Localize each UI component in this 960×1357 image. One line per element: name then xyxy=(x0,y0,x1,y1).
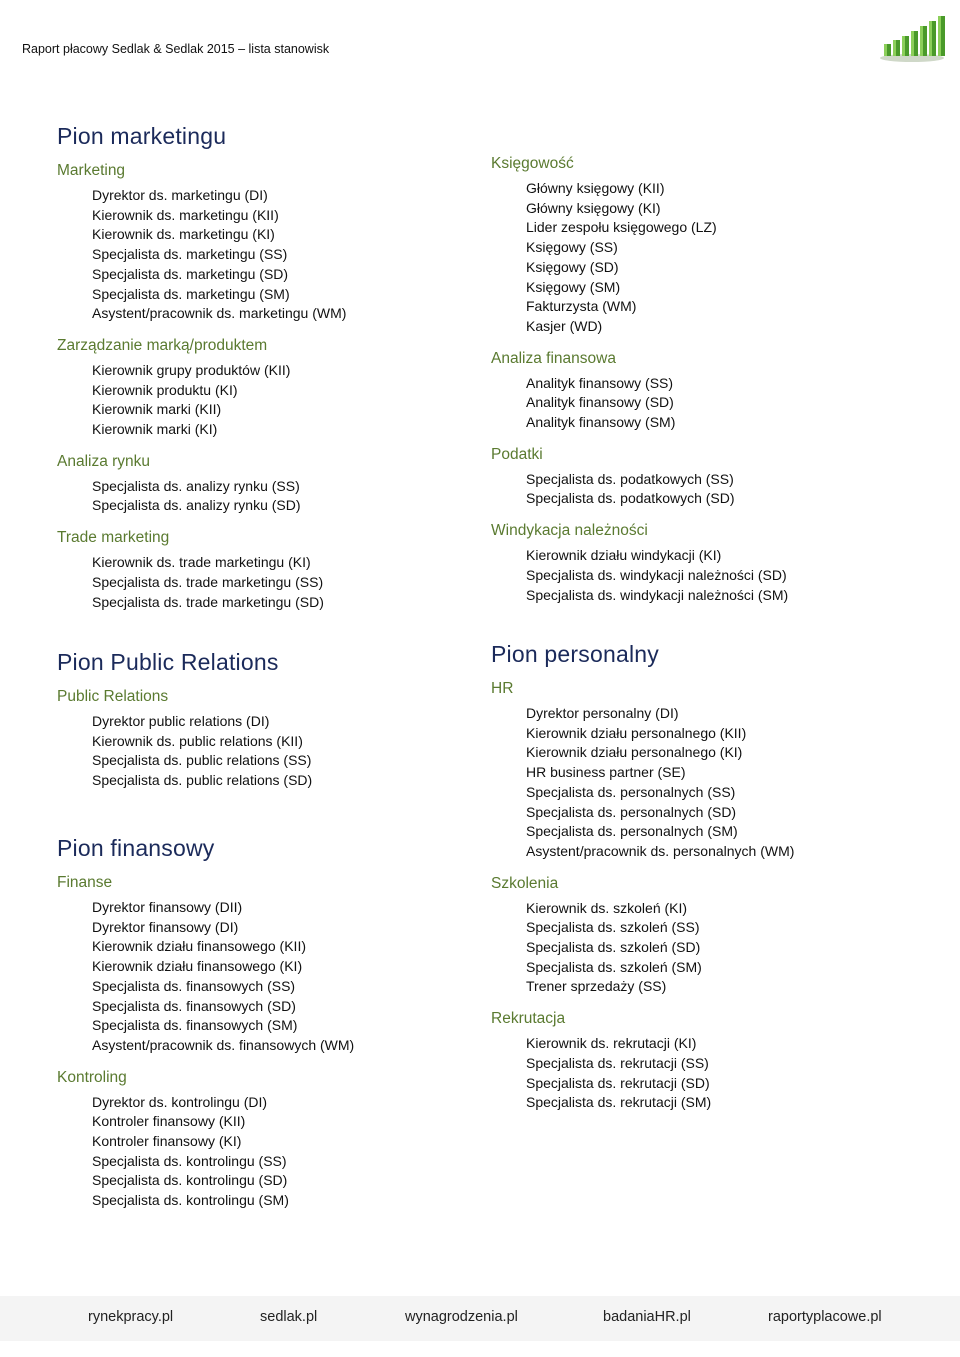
position-item: Specjalista ds. podatkowych (SS) xyxy=(526,470,734,487)
ksiegowosc-block xyxy=(491,152,931,605)
position-item: Specjalista ds. marketingu (SS) xyxy=(92,246,288,263)
position-item: Główny księgowy (KII) xyxy=(526,180,665,196)
footer-link-wynagrodzenia[interactable]: wynagrodzenia.pl xyxy=(405,1309,518,1325)
position-item: Specjalista ds. marketingu (SM) xyxy=(92,285,290,302)
section-title: Rekrutacja xyxy=(491,1010,566,1028)
section-title: Księgowość xyxy=(491,155,574,172)
section-title: Analiza rynku xyxy=(57,452,151,470)
position-item: Specjalista ds. marketingu (SD) xyxy=(92,265,289,282)
position-item: Fakturzysta (WM) xyxy=(526,298,637,315)
position-item: Kierownik działu personalnego (KII) xyxy=(526,724,747,741)
position-item: Specjalista ds. kontrolingu (SM) xyxy=(92,1192,289,1209)
pion-finansowy-block xyxy=(57,833,457,1211)
section-title: Zarządzanie marką/produktem xyxy=(57,336,268,354)
position-item: Analityk finansowy (SD) xyxy=(526,394,674,411)
position-item: Specjalista ds. public relations (SS) xyxy=(92,752,312,769)
position-item: Specjalista ds. finansowych (SS) xyxy=(92,977,296,994)
position-item: Kierownik produktu (KI) xyxy=(92,381,238,398)
position-item: Specjalista ds. personalnych (SM) xyxy=(526,823,738,840)
position-item: Asystent/pracownik ds. marketingu (WM) xyxy=(92,305,347,322)
position-item: Księgowy (SM) xyxy=(526,278,621,295)
position-item: HR business partner (SE) xyxy=(526,764,686,781)
position-item: Specjalista ds. kontrolingu (SD) xyxy=(92,1172,288,1189)
section-title: Analiza finansowa xyxy=(491,349,616,367)
position-item: Kierownik marki (KII) xyxy=(92,401,222,418)
position-item: Specjalista ds. analizy rynku (SD) xyxy=(92,497,301,514)
position-item: Specjalista ds. rekrutacji (SS) xyxy=(526,1054,709,1071)
pion-title: Pion marketingu xyxy=(57,123,227,149)
pion-personalny-block xyxy=(491,639,931,1113)
section-title: Kontroling xyxy=(57,1068,127,1086)
position-item: Dyrektor ds. marketingu (DI) xyxy=(92,187,268,203)
position-item: Kontroler finansowy (KI) xyxy=(92,1133,242,1150)
position-item: Specjalista ds. szkoleń (SD) xyxy=(526,939,701,956)
position-item: Dyrektor finansowy (DI) xyxy=(92,918,239,935)
position-item: Kierownik marki (KI) xyxy=(92,421,218,438)
position-item: Kierownik ds. trade marketingu (KI) xyxy=(92,554,311,571)
position-item: Kierownik ds. rekrutacji (KI) xyxy=(526,1035,697,1052)
position-item: Kierownik ds. szkoleń (KI) xyxy=(526,899,688,916)
section-title: Finanse xyxy=(57,874,113,891)
section-title: Windykacja należności xyxy=(491,522,648,540)
position-item: Specjalista ds. szkoleń (SS) xyxy=(526,919,700,936)
position-item: Specjalista ds. personalnych (SS) xyxy=(526,783,736,800)
position-item: Lider zespołu księgowego (LZ) xyxy=(526,219,717,236)
position-item: Specjalista ds. finansowych (SM) xyxy=(92,1017,298,1034)
position-item: Księgowy (SD) xyxy=(526,258,619,275)
position-item: Analityk finansowy (SM) xyxy=(526,414,676,431)
footer-link-rynekpracy[interactable]: rynekpracy.pl xyxy=(88,1309,174,1325)
position-item: Analityk finansowy (SS) xyxy=(526,374,674,391)
position-item: Dyrektor finansowy (DII) xyxy=(92,899,243,915)
report-header-title: Raport płacowy Sedlak & Sedlak 2015 – lista stanowisk xyxy=(22,42,330,56)
position-item: Dyrektor ds. kontrolingu (DI) xyxy=(92,1093,268,1110)
footer-link-badaniahr[interactable]: badaniaHR.pl xyxy=(603,1309,691,1325)
position-item: Kierownik działu windykacji (KI) xyxy=(526,547,722,564)
pion-title: Pion Public Relations xyxy=(57,649,279,675)
position-item: Specjalista ds. kontrolingu (SS) xyxy=(92,1152,287,1169)
footer-links xyxy=(0,1309,960,1329)
position-item: Specjalista ds. szkoleń (SM) xyxy=(526,958,702,975)
position-item: Specjalista ds. windykacji należności (SM) xyxy=(526,586,789,603)
pion-title: Pion finansowy xyxy=(57,835,215,861)
position-item: Kierownik ds. public relations (KII) xyxy=(92,732,303,749)
section-title: Public Relations xyxy=(57,688,169,705)
position-item: Specjalista ds. trade marketingu (SS) xyxy=(92,573,324,590)
pion-marketingu-block xyxy=(57,121,457,612)
pion-title: Pion personalny xyxy=(491,641,659,667)
position-item: Specjalista ds. finansowych (SD) xyxy=(92,997,296,1014)
footer-link-sedlak[interactable]: sedlak.pl xyxy=(260,1309,318,1325)
position-item: Specjalista ds. personalnych (SD) xyxy=(526,803,737,820)
position-item: Kierownik ds. marketingu (KII) xyxy=(92,206,279,223)
position-item: Kierownik działu finansowego (KI) xyxy=(92,958,303,975)
section-title: Marketing xyxy=(57,162,126,179)
position-item: Trener sprzedaży (SS) xyxy=(526,978,667,995)
position-item: Specjalista ds. rekrutacji (SD) xyxy=(526,1074,710,1091)
position-item: Kierownik grupy produktów (KII) xyxy=(92,361,291,378)
section-title: Podatki xyxy=(491,445,543,463)
position-item: Kierownik ds. marketingu (KI) xyxy=(92,226,275,243)
position-item: Specjalista ds. trade marketingu (SD) xyxy=(92,593,324,610)
position-item: Asystent/pracownik ds. personalnych (WM) xyxy=(526,842,795,859)
position-item: Kierownik działu finansowego (KII) xyxy=(92,938,306,955)
section-title: Szkolenia xyxy=(491,874,559,892)
position-item: Główny księgowy (KI) xyxy=(526,199,661,216)
pion-public-relations-block xyxy=(57,647,457,791)
section-title: Trade marketing xyxy=(57,529,170,547)
position-item: Specjalista ds. public relations (SD) xyxy=(92,772,313,789)
position-item: Kontroler finansowy (KII) xyxy=(92,1113,246,1130)
position-item: Kasjer (WD) xyxy=(526,317,603,334)
position-item: Specjalista ds. analizy rynku (SS) xyxy=(92,477,300,494)
position-item: Specjalista ds. windykacji należności (SD) xyxy=(526,566,787,583)
position-item: Specjalista ds. rekrutacji (SM) xyxy=(526,1094,712,1111)
position-item: Księgowy (SS) xyxy=(526,239,618,256)
position-item: Dyrektor personalny (DI) xyxy=(526,705,679,721)
position-item: Specjalista ds. podatkowych (SD) xyxy=(526,490,735,507)
report-logo-icon xyxy=(876,12,948,64)
position-item: Kierownik działu personalnego (KI) xyxy=(526,744,743,761)
position-item: Dyrektor public relations (DI) xyxy=(92,713,270,729)
section-title: HR xyxy=(491,680,514,697)
footer-link-raportyplacowe[interactable]: raportyplacowe.pl xyxy=(768,1309,882,1325)
position-item: Asystent/pracownik ds. finansowych (WM) xyxy=(92,1036,355,1053)
